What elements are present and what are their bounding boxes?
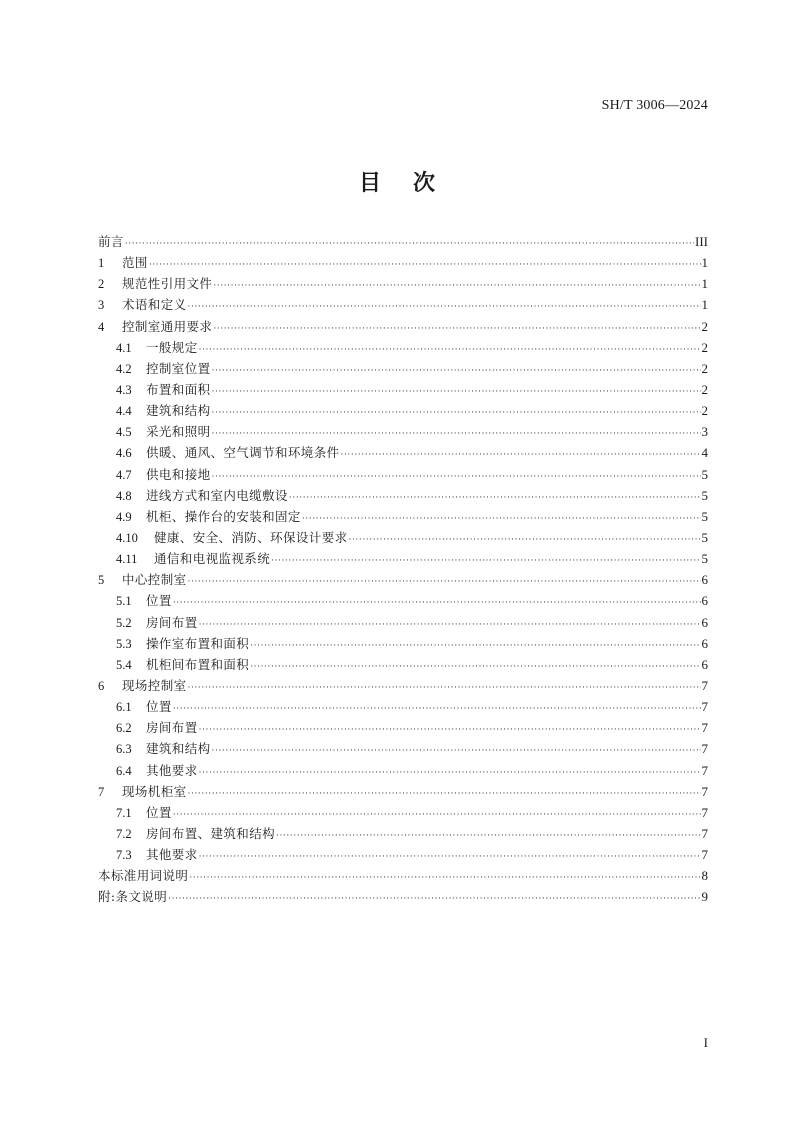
page-title: 目次 <box>358 171 467 196</box>
toc-entry[interactable] <box>98 590 708 611</box>
dot-leader <box>212 403 701 424</box>
toc-entry[interactable] <box>98 760 708 781</box>
toc-entry[interactable] <box>98 442 708 463</box>
dot-leader <box>276 826 700 847</box>
toc-entry-page: 2 <box>701 381 708 397</box>
toc-entry-number: 5.3 <box>116 636 132 651</box>
toc-entry-number: 4.1 <box>116 340 132 355</box>
toc-entry-title: 健康、安全、消防、环保设计要求 <box>154 529 348 545</box>
dot-leader <box>199 615 701 636</box>
toc-entry-number: 4.4 <box>116 404 132 419</box>
toc-entry[interactable] <box>98 506 708 527</box>
dot-leader <box>125 234 694 255</box>
toc-entry-title: 供暖、通风、空气调节和环境条件 <box>146 445 340 461</box>
toc-entry[interactable] <box>98 654 708 675</box>
toc-entry-number: 4.9 <box>116 509 132 524</box>
toc-entry-title: 本标准用词说明 <box>98 868 189 884</box>
toc-entry-page: 1 <box>701 276 708 292</box>
toc-entry-page: 6 <box>701 614 708 630</box>
toc-entry[interactable] <box>98 464 708 485</box>
toc-entry-page: 7 <box>701 720 708 736</box>
toc-entry-number: 4 <box>98 319 105 334</box>
toc-entry-title: 房间布置 <box>146 720 198 736</box>
toc-entry[interactable] <box>98 231 708 252</box>
dot-leader <box>213 319 700 340</box>
toc-entry-title: 术语和定义 <box>122 297 187 313</box>
toc-entry-number: 1 <box>98 256 105 271</box>
toc-entry[interactable] <box>98 738 708 759</box>
dot-leader <box>250 636 700 657</box>
toc-entry-title: 机柜间布置和面积 <box>146 656 250 672</box>
toc-entry-page: 7 <box>701 783 708 799</box>
toc-entry[interactable] <box>98 612 708 633</box>
dot-leader <box>199 763 701 784</box>
toc-entry-page: 7 <box>701 699 708 715</box>
toc-entry-number: 4.5 <box>116 425 132 440</box>
toc-entry-page: 5 <box>701 487 708 503</box>
dot-leader <box>302 509 701 530</box>
toc-entry-number: 7 <box>98 784 105 799</box>
toc-entry-page: 2 <box>701 360 708 376</box>
toc-entry-title: 通信和电视监视系统 <box>154 551 271 567</box>
dot-leader <box>250 657 700 678</box>
toc-entry-title: 建筑和结构 <box>146 741 211 757</box>
toc-entry[interactable] <box>98 485 708 506</box>
dot-leader <box>188 572 701 593</box>
toc-entry[interactable] <box>98 548 708 569</box>
toc-entry-page: 8 <box>701 868 708 884</box>
toc-entry[interactable] <box>98 675 708 696</box>
toc-entry-title: 供电和接地 <box>146 466 211 482</box>
dot-leader <box>199 340 701 361</box>
toc-entry-page: 1 <box>701 255 708 271</box>
dot-leader <box>188 678 701 699</box>
toc-entry-title: 布置和面积 <box>146 381 211 397</box>
toc-entry-page: 3 <box>701 424 708 440</box>
toc-entry[interactable] <box>98 316 708 337</box>
toc-entry-page: III <box>695 234 708 249</box>
toc-entry-page: 6 <box>701 656 708 672</box>
toc-entry-page: 4 <box>701 445 708 461</box>
toc-entry-number: 4.7 <box>116 467 132 482</box>
toc-entry[interactable] <box>98 802 708 823</box>
dot-leader <box>341 445 701 466</box>
dot-leader <box>149 255 701 276</box>
toc-entry-page: 7 <box>701 847 708 863</box>
toc-entry-number: 7.1 <box>116 805 132 820</box>
toc-entry-title: 控制室位置 <box>146 360 211 376</box>
toc-entry-number: 4.8 <box>116 488 132 503</box>
toc-entry-title: 现场机柜室 <box>122 783 187 799</box>
toc-entry-number: 4.3 <box>116 382 132 397</box>
toc-entry-page: 7 <box>701 741 708 757</box>
toc-entry[interactable] <box>98 844 708 865</box>
toc-entry-title: 采光和照明 <box>146 424 211 440</box>
toc-entry-title: 房间布置 <box>146 614 198 630</box>
toc-entry-number: 6.2 <box>116 721 132 736</box>
toc-entry-number: 4.11 <box>116 552 138 567</box>
toc-entry-title: 其他要求 <box>146 847 198 863</box>
toc-entry-title: 建筑和结构 <box>146 403 211 419</box>
toc-entry-number: 5 <box>98 573 105 588</box>
toc-entry-title: 前言 <box>98 234 124 249</box>
toc-entry-page: 7 <box>701 825 708 841</box>
toc-entry-page: 7 <box>701 804 708 820</box>
toc-entry-title: 规范性引用文件 <box>122 276 213 292</box>
toc-entry-title: 中心控制室 <box>122 572 187 588</box>
toc-entry[interactable] <box>98 400 708 421</box>
toc-entry-page: 9 <box>701 889 708 905</box>
dot-leader <box>349 530 701 551</box>
dot-leader <box>212 361 701 382</box>
toc-entry-number: 5.4 <box>116 657 132 672</box>
table-of-contents <box>98 231 708 908</box>
toc-entry-number: 6 <box>98 678 105 693</box>
toc-entry[interactable] <box>98 886 708 907</box>
toc-entry-number: 5.2 <box>116 615 132 630</box>
toc-entry-page: 5 <box>701 508 708 524</box>
toc-entry[interactable] <box>98 421 708 442</box>
dot-leader <box>199 847 701 868</box>
toc-entry-number: 4.6 <box>116 446 132 461</box>
dot-leader <box>213 276 700 297</box>
dot-leader <box>173 699 701 720</box>
toc-entry[interactable] <box>98 273 708 294</box>
toc-entry-number: 6.4 <box>116 763 132 778</box>
toc-entry-page: 6 <box>701 593 708 609</box>
dot-leader <box>212 741 701 762</box>
toc-entry-title: 控制室通用要求 <box>122 318 213 334</box>
toc-entry[interactable] <box>98 633 708 654</box>
toc-entry-page: 5 <box>701 551 708 567</box>
dot-leader <box>212 382 701 403</box>
toc-entry[interactable] <box>98 379 708 400</box>
toc-entry-page: 5 <box>701 466 708 482</box>
toc-entry[interactable] <box>98 717 708 738</box>
toc-entry-page: 6 <box>701 572 708 588</box>
toc-entry-title: 机柜、操作台的安装和固定 <box>146 508 301 524</box>
toc-entry-title: 一般规定 <box>146 339 198 355</box>
toc-entry-title: 操作室布置和面积 <box>146 635 250 651</box>
toc-entry-title: 房间布置、建筑和结构 <box>146 825 276 841</box>
toc-entry[interactable] <box>98 294 708 315</box>
toc-entry-page: 2 <box>701 339 708 355</box>
toc-entry-page: 5 <box>701 529 708 545</box>
toc-entry-number: 7.3 <box>116 848 132 863</box>
toc-entry[interactable] <box>98 527 708 548</box>
toc-entry[interactable] <box>98 569 708 590</box>
toc-entry-number: 7.2 <box>116 826 132 841</box>
dot-leader <box>271 551 700 572</box>
toc-entry[interactable] <box>98 252 708 273</box>
toc-entry-page: 7 <box>701 677 708 693</box>
toc-entry[interactable] <box>98 823 708 844</box>
toc-entry-page: 1 <box>701 297 708 313</box>
toc-entry-number: 4.2 <box>116 361 132 376</box>
toc-entry-page: 2 <box>701 318 708 334</box>
dot-leader <box>289 488 701 509</box>
toc-entry[interactable] <box>98 781 708 802</box>
toc-entry-title: 位置 <box>146 699 172 715</box>
toc-entry-number: 3 <box>98 298 105 313</box>
toc-entry-number: 5.1 <box>116 594 132 609</box>
toc-entry-page: 7 <box>701 762 708 778</box>
toc-entry-page: 2 <box>701 403 708 419</box>
dot-leader <box>168 889 700 910</box>
toc-entry-number: 6.3 <box>116 742 132 757</box>
standard-number: SH/T 3006—2024 <box>601 98 708 113</box>
page-number: I <box>703 1035 708 1050</box>
toc-entry[interactable] <box>98 358 708 379</box>
dot-leader <box>189 868 700 889</box>
toc-entry-page: 6 <box>701 635 708 651</box>
toc-entry[interactable] <box>98 865 708 886</box>
toc-entry-title: 位置 <box>146 804 172 820</box>
dot-leader <box>173 593 701 614</box>
toc-entry-number: 6.1 <box>116 700 132 715</box>
toc-entry[interactable] <box>98 696 708 717</box>
toc-entry-number: 4.10 <box>116 530 138 545</box>
toc-entry-title: 范围 <box>122 255 148 271</box>
toc-entry[interactable] <box>98 337 708 358</box>
dot-leader <box>199 720 701 741</box>
toc-entry-title: 附:条文说明 <box>98 889 168 905</box>
toc-entry-number: 2 <box>98 277 105 292</box>
dot-leader <box>188 297 701 318</box>
toc-entry-title: 现场控制室 <box>122 677 187 693</box>
toc-entry-title: 进线方式和室内电缆敷设 <box>146 487 288 503</box>
toc-entry-title: 其他要求 <box>146 762 198 778</box>
toc-entry-title: 位置 <box>146 593 172 609</box>
dot-leader <box>188 784 701 805</box>
